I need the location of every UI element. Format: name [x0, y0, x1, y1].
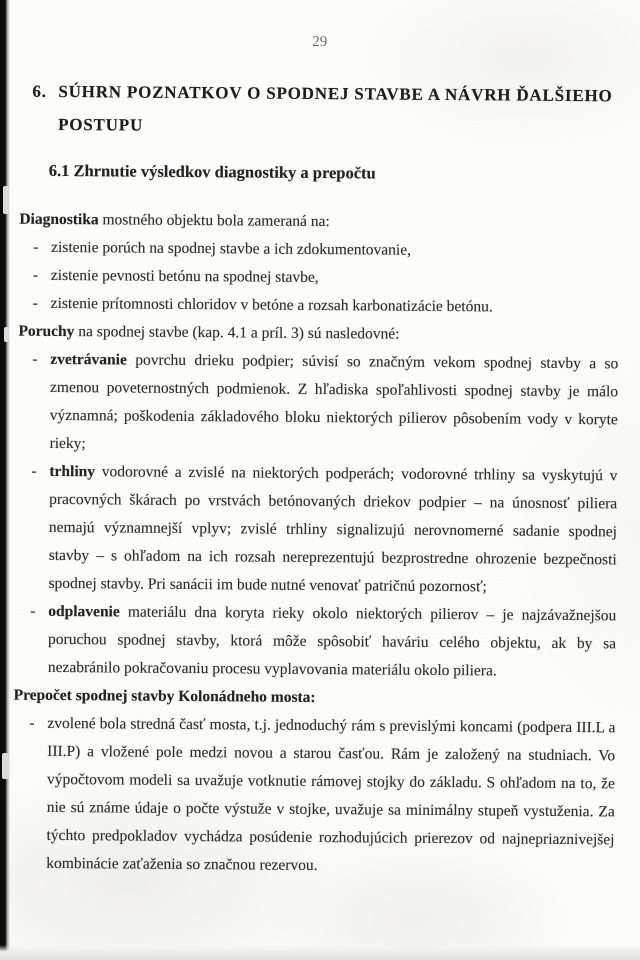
subsection-heading: 6.1 Zhrnutie výsledkov diagnostiky a prepočtu	[48, 160, 376, 183]
list-item-lead: odplavenie	[48, 602, 120, 621]
scan-edge-notch	[2, 753, 9, 779]
list-item-lead: zvetrávanie	[50, 350, 127, 369]
bullet-dash: -	[33, 238, 39, 256]
bullet-dash: -	[32, 294, 38, 312]
prepocet-heading: Prepočet spodnej stavby Kolonádneho mosta:	[13, 686, 316, 706]
list-item-rest: povrchu drieku podpier; súvisí so značným vekom spodnej stavby a so zmenou poveternostných podmienok. Z hľadiska spoľahlivosti spodnej stavby je málo významná; poškodenia základového bloku niektorých pilierov pôsobením vody v koryte rieky;	[49, 351, 619, 453]
list-item	[12, 710, 615, 883]
list-item-text: zvolené bola stredná časť mosta, t.j. jednoduchý rám s previslými koncami (podpera III.L a III.P) a vložené pole medzi novou a starou časťou. Rám je založený na studniach. Vo výpočtovom modeli sa uvažuje votknutie rámovej stojky do základu. S ohľadom na to, že nie sú známe údaje o počte výstuže v stojke, uvažuje sa minimálny stupeň vystuženia. Za týchto predpokladov vychádza posúdenie rozhodujúcich prierezov od najnepriaznivejšej kombinácie zaťaženia so značnou rezervou.	[46, 714, 616, 875]
diagnostika-list	[17, 234, 620, 323]
list-item-lead: trhliny	[49, 462, 96, 481]
section-title-line2: POSTUPU	[58, 114, 144, 135]
bullet-dash: -	[32, 350, 38, 368]
bullet-dash: -	[32, 266, 39, 284]
prepocet-list	[12, 710, 615, 883]
poruchy-lead: Poruchy	[18, 322, 75, 341]
scan-edge-left	[0, 0, 10, 960]
list-item	[14, 598, 617, 687]
poruchy-list	[14, 346, 619, 687]
list-item	[14, 458, 617, 603]
list-item-text	[50, 346, 619, 462]
list-item-text	[48, 598, 617, 686]
list-item-text	[48, 458, 617, 602]
poruchy-text: na spodnej stavbe (kap. 4.1 a príl. 3) sú nasledovné:	[74, 323, 400, 343]
list-item-rest: materiálu dna koryta rieky okolo niektorých pilierov – je najzávažnejšou poruchou spodnej stavby, ktorá môže spôsobiť haváriu celého objektu, ak by sa nezabránilo pokračovaniu procesu vyplavovania materiálu okolo piliera.	[47, 603, 617, 680]
list-item-text: zistenie prítomnosti chloridov v betóne a rozsah karbonatizácie betónu.	[50, 294, 493, 316]
diagnostika-lead: Diagnostika	[19, 210, 99, 229]
scan-edge-notch	[4, 327, 9, 342]
bullet-dash: -	[31, 462, 37, 480]
section-title	[58, 75, 621, 145]
list-item-rest: vodorovné a zvislé na niektorých podperách; vodorovné trhliny sa vyskytujú v pracovných škárach po vrstvách betónovaných driekov podpier – na únosnosť piliera nemajú významnejší vplyv; zvislé trhliny signalizujú nerovnomerné sadanie spodnej stavby – s ohľadom na ich rozsah nereprezentujú bezprostredne ohrozenie bezpečnosti spodnej stavby. Pri sanácii im bude nutné venovať patričnú pozornosť;	[48, 463, 618, 596]
document-content	[12, 0, 621, 882]
section-number: 6.	[32, 81, 47, 101]
scan-edge-notch	[3, 186, 9, 214]
page-number: 29	[312, 33, 328, 51]
section-title-line1: SÚHRN POZNATKOV O SPODNEJ STAVBE A NÁVRH ĎALŠIEHO	[58, 81, 613, 106]
scan-edge-bottom	[0, 945, 640, 960]
section-heading	[32, 75, 621, 146]
list-item-text: zistenie porúch na spodnej stavbe a ich zdokumentovanie,	[51, 238, 412, 259]
diagnostika-text: mostného objektu bola zameraná na:	[98, 211, 330, 231]
list-item	[16, 346, 619, 463]
bullet-dash: -	[30, 602, 36, 620]
bullet-dash: -	[29, 714, 35, 732]
list-item-text: zistenie pevnosti betónu na spodnej stavbe,	[50, 266, 319, 287]
